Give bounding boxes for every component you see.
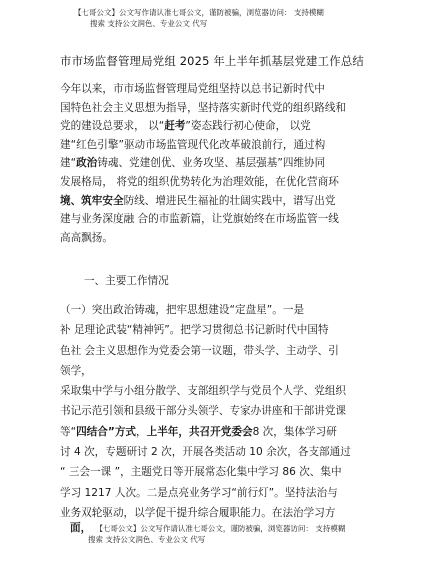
section-text: ， [136, 425, 147, 438]
intro-text: 今年以来，市市场监督管理局党组坚持以总书记新时代中 [60, 83, 325, 95]
section-bold-text: 四结合”方式 [76, 425, 137, 438]
section-text: （一）突出政治铸魂，把牢思想建设“定盘星”。一是 [60, 304, 305, 316]
section-heading: 一、主要工作情况 [84, 275, 169, 287]
intro-text: 发展格局， 将党的组织优势转化为治理效能，在优化营商环 [60, 175, 339, 188]
intro-line [60, 80, 346, 99]
section-line [60, 401, 351, 421]
header-line-2: 搜索 支持公文润色、专业公文 代写 [90, 19, 208, 28]
intro-text: 防线、增进民生福祉的壮阔实践中，谱写出党 [123, 194, 336, 207]
intro-text: 建与业务深度融 合的市监新篇，让党旗始终在市场监管一线 [60, 213, 339, 226]
section-text: 学习 1217 人次。二是点亮业务学习“前行灯”。坚持法治与 [60, 486, 338, 499]
intro-text: 党的建设总要求， 以“ [60, 120, 165, 133]
intro-bold-text: 境、筑牢安全 [60, 194, 124, 207]
watermark-header [74, 7, 404, 29]
section-paragraph [60, 300, 351, 523]
intro-text: 建“ [60, 157, 77, 170]
section-text: 等“ [60, 425, 77, 438]
section-text: 8 次，集体学习研 [252, 425, 337, 438]
section-line [60, 300, 351, 320]
section-line [60, 483, 351, 503]
intro-text: 高高飘扬。 [60, 231, 113, 244]
section-text: 采取集中学与小组分散学、支部组织学与党员个人学、党组织 [60, 385, 347, 398]
section-text: 补 足理论武装“精神钙”。把学习贯彻总书记新时代中国特 [60, 324, 329, 337]
section-line [60, 341, 351, 361]
section-line [60, 462, 351, 482]
intro-line [60, 210, 346, 229]
section-text: “ 三会一课 ”，主题党日等开展常态化集中学习 86 次、集中 [60, 466, 342, 479]
section-line [60, 361, 351, 381]
intro-text: 铸魂、党建创优、业务攻坚、基层强基”四维协同 [97, 157, 326, 170]
section-text: 业务双轮驱动，以学促干提升综合履职能力。在法治学习方 [60, 506, 336, 519]
intro-line [60, 117, 346, 136]
intro-line [60, 192, 346, 211]
watermark-footer [70, 523, 430, 545]
section-line [60, 320, 351, 340]
intro-paragraph [60, 80, 346, 247]
section-text: 领学， [60, 364, 92, 377]
section-line [60, 503, 351, 523]
section-bold-text: 上半年，共召开党委会 [146, 425, 253, 438]
intro-line [60, 136, 346, 155]
intro-line [60, 99, 346, 118]
footer-lead-text: 面， [70, 522, 92, 534]
section-text: 讨 4 次，专题研讨 2 次，开展各类活动 10 余次，各支部通过 [60, 446, 351, 459]
section-text: 色社 会主义思想作为党委会第一议题，带头学、主动学、引 [60, 344, 339, 357]
footer-line-2: 搜索 支持公文润色、专业公文 代写 [88, 535, 206, 544]
section-text: 书记示范引领和县级干部分头领学、专家办讲座和干部讲党课 [60, 405, 347, 418]
intro-text: 国特色社会主义思想为指导，坚持落实新时代党的组织路线和 [60, 101, 347, 114]
intro-text: 建“红色引擎”驱动市场监管现代化改革破浪前行，通过构 [60, 138, 326, 151]
intro-line [60, 229, 346, 248]
section-line [60, 381, 351, 401]
document-title: 市市场监督管理局党组 2025 年上半年抓基层党建工作总结 [60, 54, 365, 68]
intro-line [60, 173, 346, 192]
intro-text: ”姿态践行初心使命， 以党 [185, 120, 311, 133]
intro-line [60, 154, 346, 173]
intro-bold-text: 赶考 [164, 120, 186, 133]
footer-line-1: 【七哥公文】公文写作请认准七哥公文，谨防被骗，浏览器访问： 支持模糊 [99, 524, 346, 533]
header-line-1: 【七哥公文】公文写作请认准七哥公文，谨防被骗，浏览器访问： 支持模糊 [74, 8, 324, 17]
intro-bold-text: 政治 [76, 157, 98, 170]
section-line [60, 422, 351, 442]
section-line [60, 442, 351, 462]
